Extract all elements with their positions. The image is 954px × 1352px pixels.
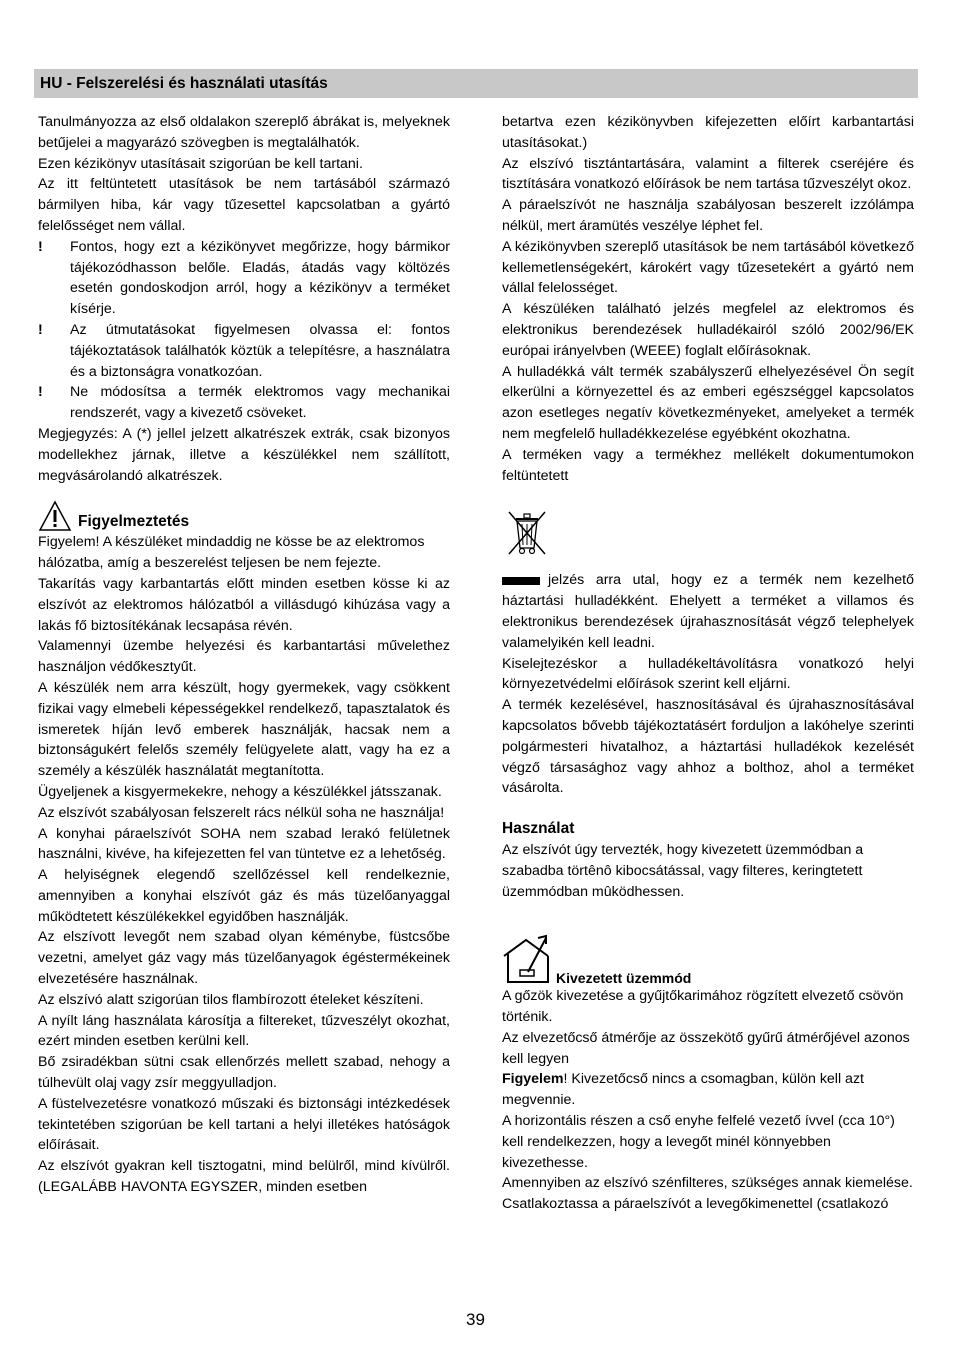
intro-paragraph: Az itt feltüntetett utasítások be nem tartásából származó bármilyen hiba, kár vagy tűzesettel kapcsolatban a gyártó felelősséget nem vállal. bbox=[38, 176, 450, 234]
left-column bbox=[38, 112, 450, 1198]
body-paragraph: A terméken vagy a termékhez mellékelt dokumentumokon feltüntetett bbox=[502, 446, 914, 484]
warning-paragraph: Az elszívót gyakran kell tisztogatni, mind belülről, mind kívülről. (LEGALÁBB HAVONTA EGYSZER, minden esetben bbox=[38, 1158, 450, 1196]
warning-paragraph: A helyiségnek elegendő szellőzéssel kell rendelkeznie, amennyiben a konyhai elszívót gáz és más tüzelőanyaggal működtetett készülékekkel egyidőben használják. bbox=[38, 867, 450, 925]
mode-heading: Kivezetett üzemmód bbox=[556, 969, 692, 986]
weee-text: jelzés arra utal, hogy ez a termék nem kezelhető háztartási hulladékként. Ehelyett a terméket a villamos és elektronikus berendezések újrahasznosítását végző telephelyek valamelyikén kell leadni. bbox=[502, 572, 914, 651]
note-paragraph: Megjegyzés: A (*) jellel jelzett alkatrészek extrák, csak bizonyos modellekhez járnak, illetve a készülékkel nem szállított, megvásárolandó alkatrészek. bbox=[38, 425, 450, 484]
mode-paragraph: Csatlakoztassa a páraelszívót a levegőkimenettel (csatlakozó bbox=[502, 1196, 889, 1213]
exclamation-mark: ! bbox=[38, 238, 43, 255]
crossed-out-bin-icon bbox=[504, 508, 550, 558]
mode-paragraph: A gőzök kivezetése a gyűjtőkarimához rögzített elvezető csövön történik. bbox=[502, 988, 904, 1026]
bullet-text: Az útmutatásokat figyelmesen olvassa el: fontos tájékoztatások találhatók köztük a telepítésre, a használatra és a biztonságra vonatkozóan. bbox=[70, 321, 450, 380]
body-paragraph: A készüléken található jelzés megfelel az elektromos és elektronikus berendezések hulladékairól szóló 2002/96/EK európai irányelvben (WEEE) foglalt előírásoknak. bbox=[502, 301, 914, 359]
section-title: HU - Felszerelési és használati utasítás bbox=[40, 75, 328, 92]
warning-paragraph: Valamennyi üzembe helyezési és karbantartási művelethez használjon védőkesztyűt. bbox=[38, 638, 450, 676]
weee-paragraph: A termék kezelésével, hasznosításával és újrahasznosításával kapcsolatos bővebb tájékoztatásért forduljon a lakóhelye szerinti polgármesteri hivatalhoz, a háztartási hulladékok kezelését végző társasághoz vagy ahhoz a bolthoz, ahol a terméket vásárolta. bbox=[502, 697, 914, 797]
body-paragraph: betartva ezen kézikönyvben kifejezetten előírt karbantartási utasításokat.) bbox=[502, 114, 914, 151]
warning-paragraph: Bő zsiradékban sütni csak ellenőrzés mellett szabad, nehogy a túlhevült olaj vagy zsír meggyulladjon. bbox=[38, 1054, 450, 1092]
weee-paragraph bbox=[502, 570, 914, 653]
warning-paragraph: Ügyeljenek a kisgyermekekre, nehogy a készülékkel játsszanak. bbox=[38, 783, 442, 800]
body-paragraph: A páraelszívót ne használja szabályosan beszerelt izzólámpa nélkül, mert áramütés veszélye léphet fel. bbox=[502, 197, 914, 234]
usage-heading: Használat bbox=[502, 820, 575, 838]
bullet-item bbox=[38, 382, 450, 424]
right-column bbox=[502, 112, 914, 1215]
warning-paragraph: A készülék nem arra készült, hogy gyermekek, vagy csökkent fizikai vagy elmebeli képességekkel rendelkező, tapasztalatok és ismeretek híján levő emberek használják, hacsak nem a biztonságukért felelős személy felügyelete alatt, vagy ha ez a személy a készülék használatát megtanította. bbox=[38, 679, 450, 780]
warning-paragraph: Figyelem! A készüléket mindaddig ne kösse be az elektromos hálózatba, amíg a beszerelést teljesen be nem fejezte. bbox=[38, 534, 425, 572]
weee-paragraph: Kiselejtezéskor a hulladékeltávolításra vonatkozó helyi környezetvédelmi előírások szerint kell eljárni. bbox=[502, 655, 914, 693]
bullet-item bbox=[38, 237, 450, 320]
warning-paragraph: A nyílt láng használata károsítja a filtereket, tűzveszélyt okozhat, ezért minden esetben kerülni kell. bbox=[38, 1012, 450, 1050]
body-paragraph: A kézikönyvben szereplő utasítások be nem tartásából következő kellemetlenségekért, károkért vagy tűzesetekért a gyártó nem vállal felelosséget. bbox=[502, 238, 914, 297]
bullet-text: Ne módosítsa a termék elektromos vagy mechanikai rendszerét, vagy a kivezető csöveket. bbox=[70, 384, 450, 422]
warning-paragraph: Takarítás vagy karbantartás előtt minden esetben kösse ki az elszívót az elektromos hálózatból a villásdugó kihúzása vagy a lakás fő biztosítékának lecsapása révén. bbox=[38, 575, 450, 634]
exclamation-mark: ! bbox=[38, 321, 43, 338]
house-exhaust-icon bbox=[502, 932, 554, 986]
body-paragraph: A hulladékká vált termék szabályszerű elhelyezésével Ön segít elkerülni a környezettel és az emberi egészséggel kapcsolatos azon esetleges negatív következményeket, amelyeket a termék nem megfelelő hulladékkezelése egyébként okozhatna. bbox=[502, 363, 914, 442]
intro-paragraph: Ezen kézikönyv utasításait szigorúan be kell tartani. bbox=[38, 155, 363, 172]
figyelem-bold: Figyelem bbox=[502, 1071, 564, 1088]
usage-paragraph: Az elszívót úgy tervezték, hogy kivezetett üzemmódban a szabadba törtênô kibocsátással, vagy filteres, keringtetett üzemmódban mûködhessen. bbox=[502, 841, 864, 900]
warning-paragraph: Az elszívott levegőt nem szabad olyan kéménybe, füstcsőbe vezetni, amelyet gáz vagy más tüzelőanyagok égéstermékeinek elvezetésére használnak. bbox=[38, 929, 450, 988]
warning-paragraph: Az elszívó alatt szigorúan tilos flambírozott ételeket készíteni. bbox=[38, 991, 424, 1008]
warning-heading-row bbox=[38, 498, 450, 532]
bullet-text: Fontos, hogy ezt a kézikönyvet megőrizze, hogy bármikor tájékozódhasson belőle. Eladás, átadás vagy költözés esetén gondoskodjon arról, hogy a kézikönyv a terméket kísérje. bbox=[70, 238, 450, 318]
warning-triangle-icon bbox=[38, 500, 72, 532]
warning-heading: Figyelmeztetés bbox=[78, 512, 190, 530]
mode-paragraph: Amennyiben az elszívó szénfilteres, szükséges annak kiemelése. bbox=[502, 1175, 913, 1192]
figyelem-rest: ! Kivezetőcső nincs a csomagban, külön kell azt megvennie. bbox=[502, 1071, 864, 1109]
mode-paragraph: A horizontális részen a cső enyhe felfelé vezető ívvel (cca 10°) kell rendelkezzen, hogy a levegőt minél könnyebben kivezethesse. bbox=[502, 1113, 895, 1171]
bullet-item bbox=[38, 320, 450, 382]
page-number: 39 bbox=[466, 1310, 485, 1329]
weee-symbol-area bbox=[502, 504, 914, 570]
exclamation-mark: ! bbox=[38, 384, 43, 401]
body-paragraph: Az elszívó tisztántartására, valamint a filterek cseréjére és tisztítására vonatkozó előírások be nem tartása tűzveszélyt okoz. bbox=[502, 155, 914, 193]
intro-paragraph: Tanulmányozza az első oldalakon szereplő ábrákat is, melyeknek betűjelei a magyarázó szövegben is megtalálhatók. bbox=[38, 114, 450, 151]
weee-bar-icon bbox=[502, 577, 540, 585]
warning-paragraph: A konyhai páraelszívót SOHA nem szabad lerakó felületnek használni, kivéve, ha kifejezetten fel van tüntetve ez a lehetőség. bbox=[38, 825, 450, 863]
warning-paragraph: Az elszívót szabályosan felszerelt rács nélkül soha ne használja! bbox=[38, 804, 445, 821]
warning-paragraph: A füstelvezetésre vonatkozó műszaki és biztonsági intézkedések tekintetében szigorúan be kell tartani a helyi illetékes hatóságok előírásait. bbox=[38, 1095, 450, 1154]
figyelem-paragraph bbox=[502, 1069, 914, 1111]
mode-paragraph: Az elvezetőcső átmérője az összekötő gyűrű átmérőjével azonos kell legyen bbox=[502, 1029, 910, 1067]
section-header-bar bbox=[34, 69, 918, 98]
mode-heading-row bbox=[502, 932, 914, 986]
